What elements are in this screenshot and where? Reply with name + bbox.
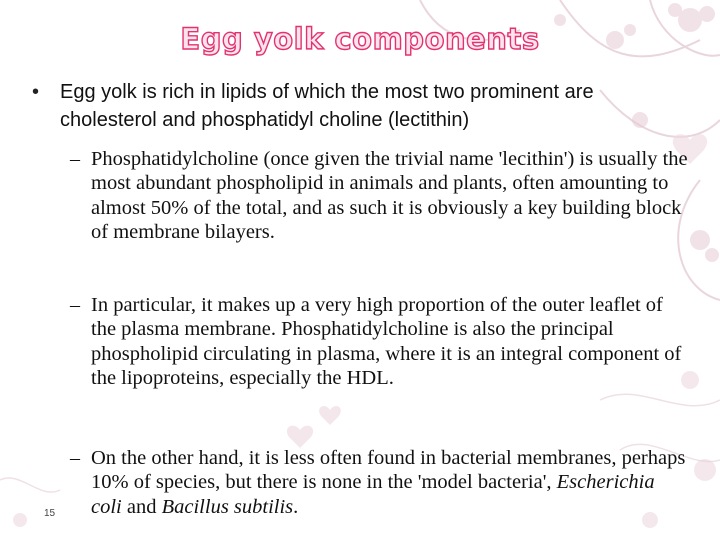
sub-bullet-marker: –	[70, 294, 80, 316]
sub-bullet-marker: –	[70, 148, 80, 170]
sub-bullet-3-text-middle: and	[121, 495, 162, 518]
species-name-bacillus-subtilis: Bacillus subtilis	[161, 495, 294, 518]
sub-bullet-3-text	[91, 446, 690, 519]
slide-number: 15	[44, 508, 56, 519]
species-name-escherichia-coli: Escherichia coli	[91, 471, 655, 518]
sub-bullet-2-text: In particular, it makes up a very high proportion of the outer leaflet of the plasma membrane. Phosphatidylcholine is also the principal phospholipid circulating in plasma, where it is an integral component of the lipoproteins, especially the HDL.	[91, 294, 682, 389]
main-bullet-text: Egg yolk is rich in lipids of which the most two prominent are cholesterol and phosphatidyl choline (lectithin)	[60, 81, 594, 131]
sub-bullet-3-text-start: On the other hand, it is less often found in bacterial membranes, perhaps 10% of species, but there is none in the 'model bacteria',	[91, 447, 686, 494]
sub-bullet-1-text: Phosphatidylcholine (once given the trivial name 'lecithin') is usually the most abundant phospholipid in animals and plants, often amounting to almost 50% of the total, and as such it is obviously a key building block of membrane bilayers.	[91, 148, 688, 243]
slide-title: Egg yolk components	[180, 22, 540, 56]
sub-bullet-marker: –	[70, 447, 80, 469]
bullet-marker: •	[32, 81, 40, 103]
sub-bullet-3-text-end: .	[293, 495, 299, 518]
